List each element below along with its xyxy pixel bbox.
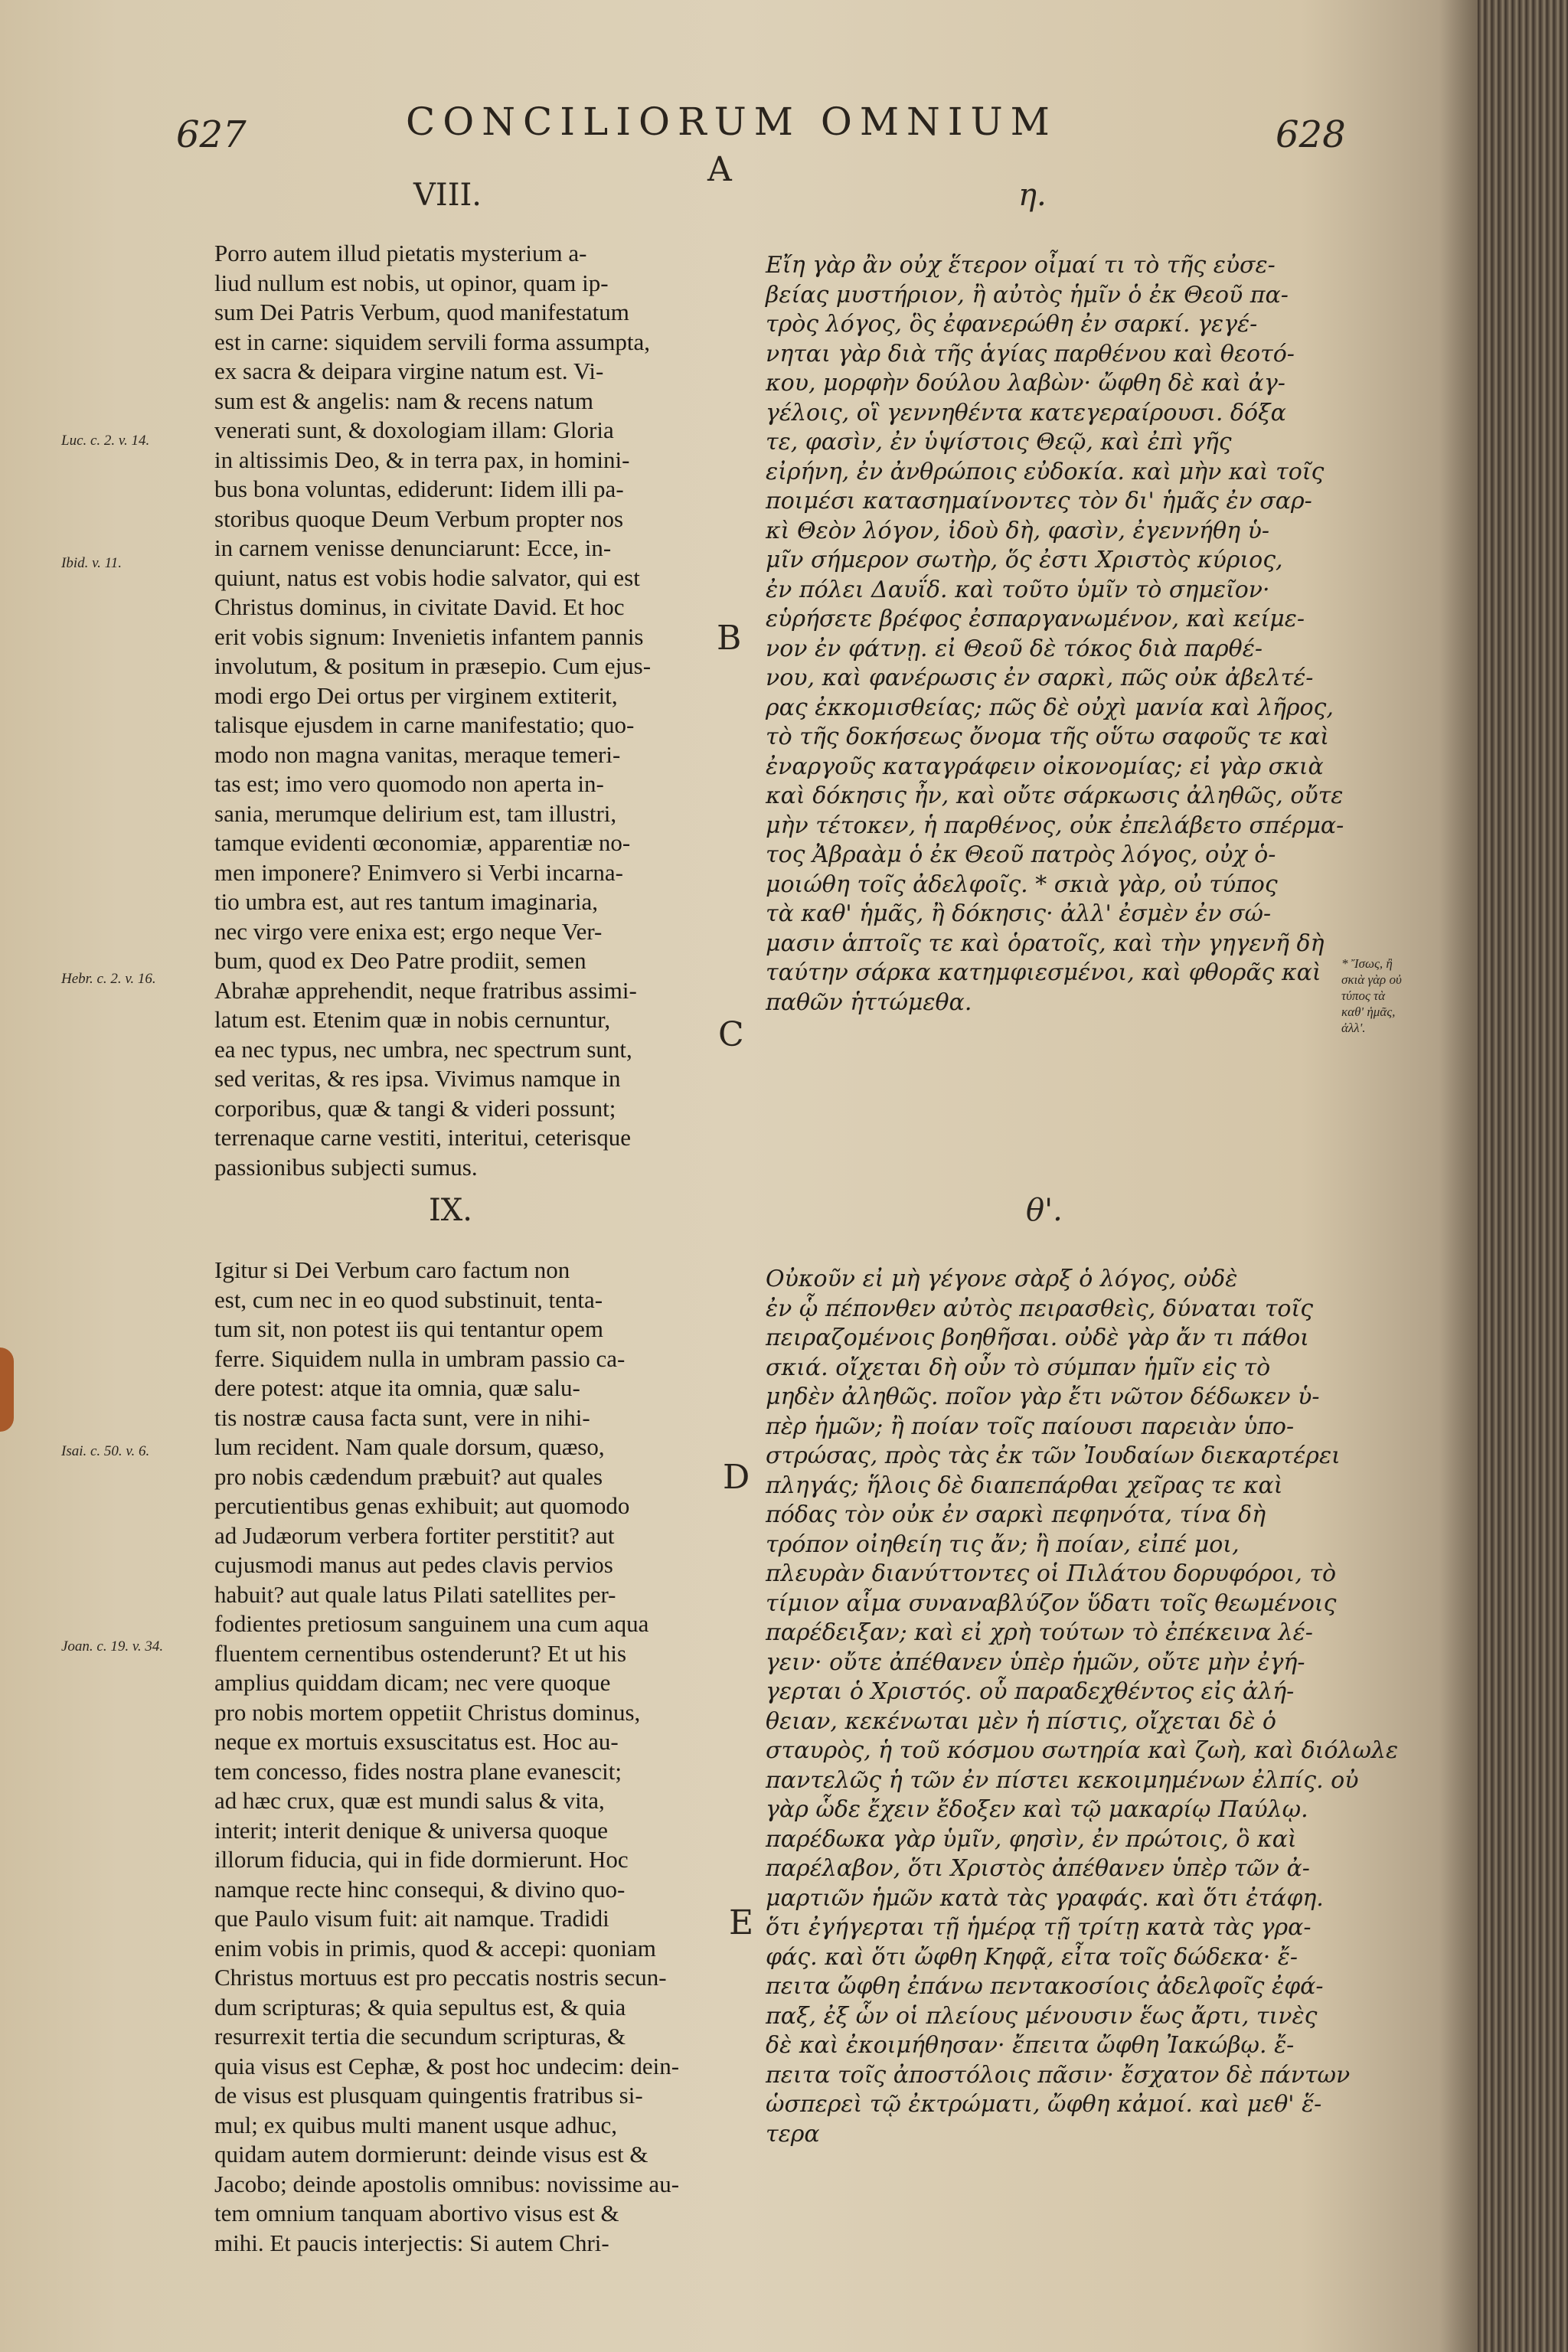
margin-ref-hebrews: Hebr. c. 2. v. 16. — [61, 971, 156, 987]
latin-text-line: Christus mortuus est pro peccatis nostris secun- — [214, 1964, 667, 1991]
section-marker-b: B — [717, 619, 742, 658]
latin-text-line: tis nostræ causa facta sunt, vere in nihi- — [214, 1403, 590, 1431]
latin-heading-viii: VIII. — [413, 178, 482, 213]
greek-text-line: ταύτην σάρκα κατημφιεσμένοι, καὶ φθορᾶς καὶ — [766, 959, 1321, 986]
greek-text-line: θειαν, κεκένωται μὲν ἡ πίστις, οἴχεται δὲ ὁ — [766, 1707, 1276, 1735]
greek-column-theta — [766, 1265, 1399, 2149]
greek-text-line: παθῶν ἡττώμεθα. — [766, 988, 972, 1016]
greek-text-line: μῖν σήμερον σωτὴρ, ὅς ἐστι Χριστὸς κύριος, — [766, 547, 1283, 573]
latin-text-line: men imponere? Enimvero si Verbi incarna- — [214, 858, 623, 886]
margin-ref-ibid: Ibid. v. 11. — [61, 555, 122, 571]
latin-text-line: liud nullum est nobis, ut opinor, quam ip- — [214, 269, 609, 296]
latin-text-line: ad hæc crux, quæ est mundi salus & vita, — [214, 1787, 605, 1814]
latin-text-line: sum Dei Patris Verbum, quod manifestatum — [214, 299, 629, 325]
section-marker-d: D — [723, 1458, 750, 1497]
latin-text-line: fluentem cernentibus ostenderunt? Et ut his — [214, 1639, 627, 1667]
greek-text-line: ἐναργοῦς καταγράφειν οἰκονομίας; εἰ γὰρ σκιὰ — [766, 753, 1324, 780]
greek-text-line: τρὸς λόγος, ὃς ἐφανερώθη ἐν σαρκί. γεγέ- — [766, 311, 1258, 338]
greek-text-line: ἐν ᾧ πέπονθεν αὐτὸς πειρασθεὶς, δύναται τοῖς — [766, 1295, 1314, 1322]
greek-text-line: τε, φασὶν, ἐν ὑψίστοις Θεῷ, καὶ ἐπὶ γῆς — [766, 429, 1232, 456]
greek-text-line: ὡσπερεὶ τῷ ἐκτρώματι, ὤφθη κἀμοί. καὶ μεθ' ἕ- — [766, 2091, 1322, 2118]
greek-text-line: μηδὲν ἀληθῶς. ποῖον γὰρ ἔτι νῶτον δέδωκεν ὑ- — [766, 1383, 1320, 1410]
greek-column-eta — [766, 251, 1344, 1018]
latin-text-line: quia visus est Cephæ, & post hoc undecim: dein- — [214, 2052, 680, 2079]
latin-text-line: tas est; imo vero quomodo non aperta in- — [214, 770, 604, 797]
latin-text-line: bum, quod ex Deo Patre prodiit, semen — [214, 947, 586, 974]
latin-text-line: Igitur si Dei Verbum caro factum non — [214, 1256, 570, 1283]
greek-margin-note: * Ἴσως, ἢ σκιὰ γὰρ οὐ τύπος τὰ καθ' ἡμᾶς, ἀλλ'. — [1341, 956, 1402, 1035]
greek-text-line: δὲ καὶ ἐκοιμήθησαν· ἔπειτα ὤφθη Ἰακώβῳ. ἔ- — [766, 2032, 1295, 2059]
greek-text-line: γειν· οὔτε ἀπέθανεν ὑπὲρ ἡμῶν, οὔτε μὴν ἐγή- — [766, 1648, 1305, 1676]
latin-text-line: ex sacra & deipara virgine natum est. Vi- — [214, 358, 604, 384]
greek-text-line: εἰρήνη, ἐν ἀνθρώποις εὐδοκία. καὶ μὴν καὶ τοῖς — [766, 458, 1325, 485]
latin-text-line: in carnem venisse denunciarunt: Ecce, in- — [214, 534, 612, 561]
adjacent-page-edge — [1478, 0, 1568, 2352]
section-marker-c: C — [718, 1015, 744, 1054]
latin-text-line: quidam autem dormierunt: deinde visus est & — [214, 2141, 648, 2167]
latin-text-line: tum sit, non potest iis qui tentantur opem — [214, 1315, 604, 1342]
greek-text-line: σκιά. οἴχεται δὴ οὖν τὸ σύμπαν ἡμῖν εἰς τὸ — [766, 1354, 1271, 1381]
latin-text-line: neque ex mortuis exsuscitatus est. Hoc au- — [214, 1728, 619, 1755]
greek-text-line: τίμιον αἷμα συναναβλύζον ὕδατι τοῖς θεωμένοις — [766, 1589, 1337, 1617]
greek-text-line: ρας ἐκκομισθείας; πῶς δὲ οὐχὶ μανία καὶ λῆρος, — [766, 694, 1334, 721]
greek-text-line: παρέλαβον, ὅτι Χριστὸς ἀπέθανεν ὑπὲρ τῶν ἀ- — [766, 1855, 1310, 1882]
greek-text-line: μοιώθη τοῖς ἀδελφοῖς. * σκιὰ γὰρ, οὐ τύπος — [766, 871, 1278, 898]
greek-text-line: Εἴη γὰρ ἂν οὐχ ἕτερον οἶμαί τι τὸ τῆς εὐσε- — [766, 252, 1276, 279]
latin-text-line: sed veritas, & res ipsa. Vivimus namque in — [214, 1065, 621, 1092]
latin-text-line: est, cum nec in eo quod substinuit, tenta- — [214, 1285, 603, 1313]
greek-text-line: μαρτιῶν ἡμῶν κατὰ τὰς γραφάς. καὶ ὅτι ἐτάφη. — [766, 1884, 1324, 1912]
greek-text-line: τρόπον οἰηθείη τις ἄν; ἢ ποίαν, εἰπέ μοι, — [766, 1530, 1240, 1558]
latin-text-line: mul; ex quibus multi manent usque adhuc, — [214, 2111, 618, 2138]
latin-heading-ix: IX. — [429, 1193, 472, 1228]
latin-text-line: bus bona voluntas, ediderunt: Iidem illi pa- — [214, 475, 624, 502]
greek-heading-eta: η. — [1018, 178, 1047, 213]
greek-text-line: γέλοις, οἳ γεννηθέντα κατεγεραίρουσι. δόξα — [766, 399, 1286, 426]
margin-ref-isaiah: Isai. c. 50. v. 6. — [61, 1443, 150, 1459]
latin-text-line: sum est & angelis: nam & recens natum — [214, 387, 594, 414]
greek-text-line: εὑρήσετε βρέφος ἐσπαργανωμένον, καὶ κείμε- — [766, 606, 1305, 632]
gutter-shadow — [1439, 0, 1478, 2352]
greek-text-line: τὸ τῆς δοκήσεως ὄνομα τῆς οὕτω σαφοῦς τε καὶ — [766, 724, 1330, 750]
latin-text-line: erit vobis signum: Invenietis infantem pannis — [214, 622, 644, 650]
latin-text-line: nec virgo vere enixa est; ergo neque Ver- — [214, 917, 603, 945]
latin-text-line: lum recident. Nam quale dorsum, quæso, — [214, 1433, 605, 1460]
latin-text-line: que Paulo visum fuit: ait namque. Tradidi — [214, 1905, 609, 1932]
latin-text-line: dum scripturas; & quia sepultus est, & quia — [214, 1993, 626, 2020]
greek-text-line: Οὐκοῦν εἰ μὴ γέγονε σὰρξ ὁ λόγος, οὐδὲ — [766, 1266, 1238, 1292]
latin-column-viii — [214, 239, 720, 1182]
greek-text-line: γερται ὁ Χριστός. οὗ παραδεχθέντος εἰς ἀλή- — [766, 1678, 1295, 1705]
latin-text-line: est in carne: siquidem servili forma assumpta, — [214, 328, 651, 355]
greek-text-line: κου, μορφὴν δούλου λαβὼν· ὤφθη δὲ καὶ ἀγ- — [766, 370, 1285, 397]
margin-ref-luke: Luc. c. 2. v. 14. — [61, 433, 150, 449]
latin-text-line: talisque ejusdem in carne manifestatio; quo- — [214, 711, 635, 738]
latin-text-line: venerati sunt, & doxologiam illam: Gloria — [214, 416, 614, 443]
latin-text-line: sania, merumque delirium est, tam illustri, — [214, 799, 617, 827]
greek-text-line: γὰρ ὧδε ἔχειν ἔδοξεν καὶ τῷ μακαρίῳ Παύλῳ. — [766, 1796, 1308, 1823]
latin-text-line: interit; interit denique & universa quoque — [214, 1816, 608, 1844]
latin-text-line: enim vobis in primis, quod & accepi: quoniam — [214, 1934, 656, 1962]
latin-text-line: ad Judæorum verbera fortiter perstitit? aut — [214, 1521, 615, 1549]
latin-text-line: terrenaque carne vestiti, interitui, ceterisque — [214, 1124, 631, 1151]
latin-text-line: modo non magna vanitas, meraque temeri- — [214, 740, 621, 768]
greek-text-line: νηται γὰρ διὰ τῆς ἁγίας παρθένου καὶ θεοτό- — [766, 340, 1295, 368]
greek-text-line: κὶ Θεὸν λόγον, ἰδοὺ δὴ, φασὶν, ἐγεννήθη ὑ- — [766, 517, 1269, 544]
section-marker-e: E — [729, 1903, 754, 1942]
latin-text-line: ea nec typus, nec umbra, nec spectrum sunt, — [214, 1035, 632, 1063]
greek-text-line: ἐν πόλει Δαυΐδ. καὶ τοῦτο ὑμῖν τὸ σημεῖον· — [766, 576, 1270, 603]
latin-text-line: tamque evidenti œconomiæ, apparentiæ no- — [214, 829, 631, 856]
running-title: CONCILIORUM OMNIUM — [406, 100, 1057, 144]
latin-text-line: illorum fiducia, qui in fide dormierunt. Hoc — [214, 1846, 629, 1873]
greek-text-line: βείας μυστήριον, ἢ αὐτὸς ἡμῖν ὁ ἐκ Θεοῦ πα- — [766, 281, 1289, 309]
latin-text-line: fodientes pretiosum sanguinem una cum aqua — [214, 1610, 649, 1637]
greek-text-line: καὶ δόκησις ἦν, καὶ οὔτε σάρκωσις ἀληθῶς, οὔτε — [766, 782, 1344, 809]
page-number-left: 627 — [176, 113, 247, 156]
latin-text-line: latum est. Etenim quæ in nobis cernuntur, — [214, 1006, 611, 1033]
latin-text-line: Abrahæ apprehendit, neque fratribus assimi- — [214, 976, 637, 1004]
greek-text-line: τος Ἀβραὰμ ὁ ἐκ Θεοῦ πατρὸς λόγος, οὐχ ὁ- — [766, 841, 1276, 868]
greek-text-line: παξ, ἐξ ὧν οἱ πλείους μένουσιν ἕως ἄρτι, τινὲς — [766, 2002, 1318, 2030]
latin-text-line: in altissimis Deo, & in terra pax, in homini- — [214, 446, 630, 473]
greek-text-line: πὲρ ἡμῶν; ἢ ποίαν τοῖς παίουσι παρειὰν ὑπο- — [766, 1413, 1295, 1440]
latin-text-line: dere potest: atque ita omnia, quæ salu- — [214, 1374, 580, 1401]
latin-text-line: cujusmodi manus aut pedes clavis pervios — [214, 1551, 613, 1578]
latin-text-line: pro nobis cædendum præbuit? aut quales — [214, 1462, 603, 1490]
section-marker-a: A — [707, 150, 732, 189]
latin-column-ix — [214, 1256, 720, 2258]
latin-text-line: storibus quoque Deum Verbum propter nos — [214, 505, 624, 532]
latin-text-line: amplius quiddam dicam; nec vere quoque — [214, 1669, 611, 1696]
latin-text-line: mihi. Et paucis interjectis: Si autem Chri- — [214, 2229, 609, 2256]
latin-text-line: pro nobis mortem oppetiit Christus dominus, — [214, 1698, 641, 1726]
latin-text-line: involutum, & positum in præsepio. Cum ejus- — [214, 652, 652, 679]
greek-text-line: πειτα τοῖς ἀποστόλοις πᾶσιν· ἔσχατον δὲ πάντων — [766, 2061, 1351, 2089]
latin-text-line: tem omnium tanquam abortivo visus est & — [214, 2200, 619, 2226]
latin-text-line: Christus dominus, in civitate David. Et hoc — [214, 593, 625, 620]
greek-text-line: σταυρὸς, ἡ τοῦ κόσμου σωτηρία καὶ ζωὴ, καὶ διόλωλε — [766, 1737, 1399, 1764]
latin-text-line: resurrexit tertia die secundum scripturas, & — [214, 2023, 626, 2050]
latin-text-line: passionibus subjecti sumus. — [214, 1153, 478, 1181]
greek-text-line: τερα — [766, 2120, 820, 2148]
greek-text-line: πλευρὰν διανύττοντες οἱ Πιλάτου δορυφόροι, τὸ — [766, 1560, 1337, 1587]
greek-text-line: παρέδωκα γὰρ ὑμῖν, φησὶν, ἐν πρώτοις, ὃ καὶ — [766, 1825, 1297, 1853]
latin-text-line: modi ergo Dei ortus per virginem extiterit, — [214, 681, 618, 709]
greek-text-line: νον ἐν φάτνῃ. εἰ Θεοῦ δὲ τόκος διὰ παρθέ- — [766, 635, 1263, 662]
greek-text-line: πειραζομένοις βοηθῆσαι. οὐδὲ γὰρ ἄν τι πάθοι — [766, 1325, 1309, 1351]
latin-text-line: Porro autem illud pietatis mysterium a- — [214, 240, 587, 266]
greek-text-line: στρώσας, πρὸς τὰς ἐκ τῶν Ἰουδαίων διεκαρτέρει — [766, 1442, 1341, 1469]
greek-text-line: νου, καὶ φανέρωσις ἐν σαρκὶ, πῶς οὐκ ἀβελτέ- — [766, 665, 1314, 691]
latin-text-line: quiunt, natus est vobis hodie salvator, qui est — [214, 564, 640, 591]
latin-text-line: ferre. Siquidem nulla in umbram passio ca- — [214, 1344, 626, 1372]
latin-text-line: habuit? aut quale latus Pilati satellites per- — [214, 1580, 616, 1608]
latin-text-line: namque recte hinc consequi, & divino quo- — [214, 1875, 626, 1903]
latin-text-line: corporibus, quæ & tangi & videri possunt; — [214, 1094, 616, 1122]
greek-text-line: ποιμέσι κατασημαίνοντες τὸν δι' ἡμᾶς ἐν σαρ- — [766, 488, 1312, 514]
greek-text-line: ὅτι ἐγήγερται τῇ ἡμέρᾳ τῇ τρίτῃ κατὰ τὰς γρα- — [766, 1914, 1312, 1941]
greek-text-line: φάς. καὶ ὅτι ὤφθη Κηφᾷ, εἶτα τοῖς δώδεκα· ἔ- — [766, 1943, 1298, 1971]
page-number-right: 628 — [1276, 113, 1346, 156]
latin-text-line: percutientibus genas exhibuit; aut quomodo — [214, 1492, 630, 1519]
greek-text-line: πόδας τὸν οὐκ ἐν σαρκὶ πεφηνότα, τίνα δὴ — [766, 1501, 1266, 1528]
greek-text-line: τὰ καθ' ἡμᾶς, ἢ δόκησις· ἀλλ' ἐσμὲν ἐν σώ- — [766, 900, 1272, 927]
greek-text-line: παντελῶς ἡ τῶν ἐν πίστει κεκοιμημένων ἐλπίς. οὐ — [766, 1766, 1359, 1794]
latin-text-line: tem concesso, fides nostra plane evanescit; — [214, 1757, 622, 1785]
latin-text-line: de visus est plusquam quingentis fratribus si- — [214, 2082, 643, 2109]
greek-text-line: πληγάς; ἥλοις δὲ διαπεπάρθαι χεῖρας τε καὶ — [766, 1472, 1283, 1499]
greek-text-line: πειτα ὤφθη ἐπάνω πεντακοσίοις ἀδελφοῖς ἐφά- — [766, 1973, 1324, 2000]
margin-ref-john: Joan. c. 19. v. 34. — [61, 1638, 164, 1655]
greek-heading-theta: θ'. — [1026, 1193, 1063, 1228]
page-tab-mark — [0, 1348, 14, 1432]
latin-text-line: Jacobo; deinde apostolis omnibus: novissime au- — [214, 2170, 680, 2197]
greek-text-line: μασιν ἁπτοῖς τε καὶ ὁρατοῖς, καὶ τὴν γηγενῆ δὴ — [766, 929, 1325, 957]
greek-text-line: μὴν τέτοκεν, ἡ παρθένος, οὐκ ἐπελάβετο σπέρμα- — [766, 812, 1344, 839]
greek-text-line: παρέδειξαν; καὶ εἰ χρὴ τούτων τὸ ἐπέκεινα λέ- — [766, 1619, 1313, 1646]
latin-text-line: tio umbra est, aut res tantum imaginaria, — [214, 888, 599, 915]
